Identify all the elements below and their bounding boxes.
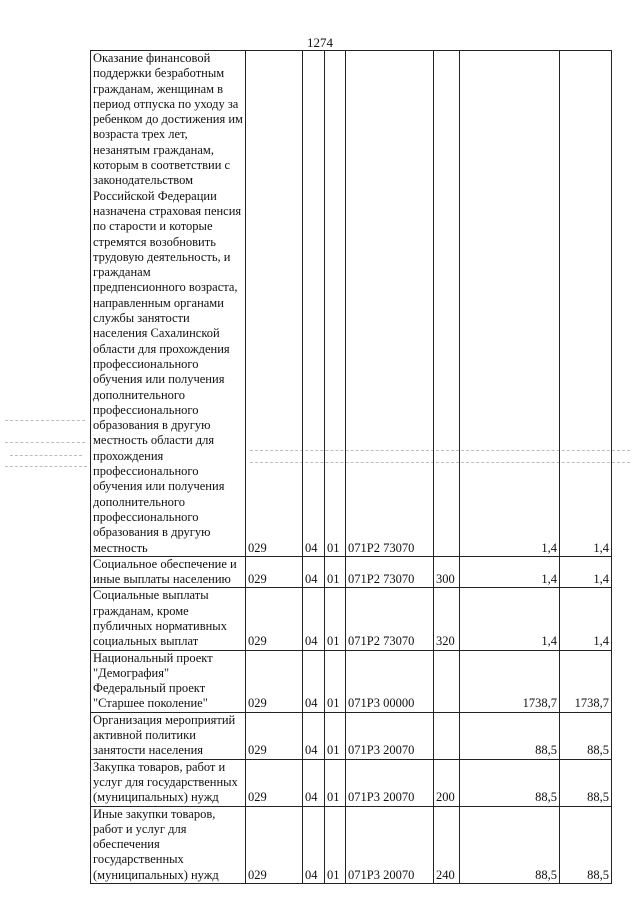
amount-year-2: 1738,7 bbox=[560, 650, 612, 712]
amount-year-1: 1,4 bbox=[460, 556, 560, 588]
target-code: 071P2 73070 bbox=[346, 588, 434, 650]
row-description: Организация мероприятий активной политики занятости населения bbox=[91, 712, 246, 759]
expense-type-code bbox=[434, 650, 460, 712]
subsection-code: 01 bbox=[325, 51, 346, 557]
target-code: 071P2 73070 bbox=[346, 51, 434, 557]
subsection-code: 01 bbox=[325, 650, 346, 712]
subsection-code: 01 bbox=[325, 806, 346, 883]
target-code: 071P3 20070 bbox=[346, 712, 434, 759]
expense-type-code: 240 bbox=[434, 806, 460, 883]
target-code: 071P2 73070 bbox=[346, 556, 434, 588]
subsection-code: 01 bbox=[325, 556, 346, 588]
page-number: 1274 bbox=[307, 35, 333, 50]
amount-year-2: 1,4 bbox=[560, 51, 612, 557]
section-code: 04 bbox=[303, 712, 325, 759]
ministry-code: 029 bbox=[246, 806, 303, 883]
target-code: 071P3 20070 bbox=[346, 806, 434, 883]
amount-year-2: 88,5 bbox=[560, 712, 612, 759]
expense-type-code bbox=[434, 51, 460, 557]
expense-type-code: 300 bbox=[434, 556, 460, 588]
subsection-code: 01 bbox=[325, 712, 346, 759]
row-description: Социальное обеспечение и иные выплаты населению bbox=[91, 556, 246, 588]
amount-year-1: 1,4 bbox=[460, 51, 560, 557]
ministry-code: 029 bbox=[246, 588, 303, 650]
expense-type-code bbox=[434, 712, 460, 759]
amount-year-1: 88,5 bbox=[460, 759, 560, 806]
section-code: 04 bbox=[303, 650, 325, 712]
ministry-code: 029 bbox=[246, 650, 303, 712]
table-row bbox=[91, 588, 612, 650]
subsection-code: 01 bbox=[325, 588, 346, 650]
table-row bbox=[91, 712, 612, 759]
table-row bbox=[91, 759, 612, 806]
ministry-code: 029 bbox=[246, 759, 303, 806]
section-code: 04 bbox=[303, 588, 325, 650]
row-description: Национальный проект "Демография" Федеральный проект "Старшее поколение" bbox=[91, 650, 246, 712]
row-description: Иные закупки товаров, работ и услуг для обеспечения государственных (муниципальных) нужд bbox=[91, 806, 246, 883]
target-code: 071P3 20070 bbox=[346, 759, 434, 806]
section-code: 04 bbox=[303, 51, 325, 557]
section-code: 04 bbox=[303, 556, 325, 588]
ministry-code: 029 bbox=[246, 712, 303, 759]
ministry-code: 029 bbox=[246, 556, 303, 588]
table-row bbox=[91, 650, 612, 712]
ministry-code: 029 bbox=[246, 51, 303, 557]
target-code: 071P3 00000 bbox=[346, 650, 434, 712]
expense-type-code: 200 bbox=[434, 759, 460, 806]
amount-year-2: 1,4 bbox=[560, 588, 612, 650]
amount-year-2: 88,5 bbox=[560, 806, 612, 883]
row-description: Социальные выплаты гражданам, кроме публичных нормативных социальных выплат bbox=[91, 588, 246, 650]
amount-year-1: 88,5 bbox=[460, 806, 560, 883]
table-row bbox=[91, 806, 612, 883]
amount-year-2: 1,4 bbox=[560, 556, 612, 588]
budget-table bbox=[90, 50, 612, 884]
section-code: 04 bbox=[303, 759, 325, 806]
row-description: Закупка товаров, работ и услуг для государственных (муниципальных) нужд bbox=[91, 759, 246, 806]
row-description: Оказание финансовой поддержки безработным гражданам, женщинам в период отпуска по уходу за ребенком до достижения им возраста трех лет, незанятым гражданам, которым в соответствии с законодательством Российской Федерации назначена страховая пенсия по старости и которые стремятся возобновить трудовую деятельность, и гражданам предпенсионного возраста, направленным органами службы занятости населения Сахалинской области для прохождения профессионального обучения или получения дополнительного профессионального образования в другую местность области для прохождения профессионального обучения или получения дополнительного профессионального образования в другую местность bbox=[91, 51, 246, 557]
expense-type-code: 320 bbox=[434, 588, 460, 650]
section-code: 04 bbox=[303, 806, 325, 883]
table-row bbox=[91, 51, 612, 557]
amount-year-1: 1738,7 bbox=[460, 650, 560, 712]
amount-year-1: 1,4 bbox=[460, 588, 560, 650]
amount-year-2: 88,5 bbox=[560, 759, 612, 806]
amount-year-1: 88,5 bbox=[460, 712, 560, 759]
subsection-code: 01 bbox=[325, 759, 346, 806]
table-row bbox=[91, 556, 612, 588]
